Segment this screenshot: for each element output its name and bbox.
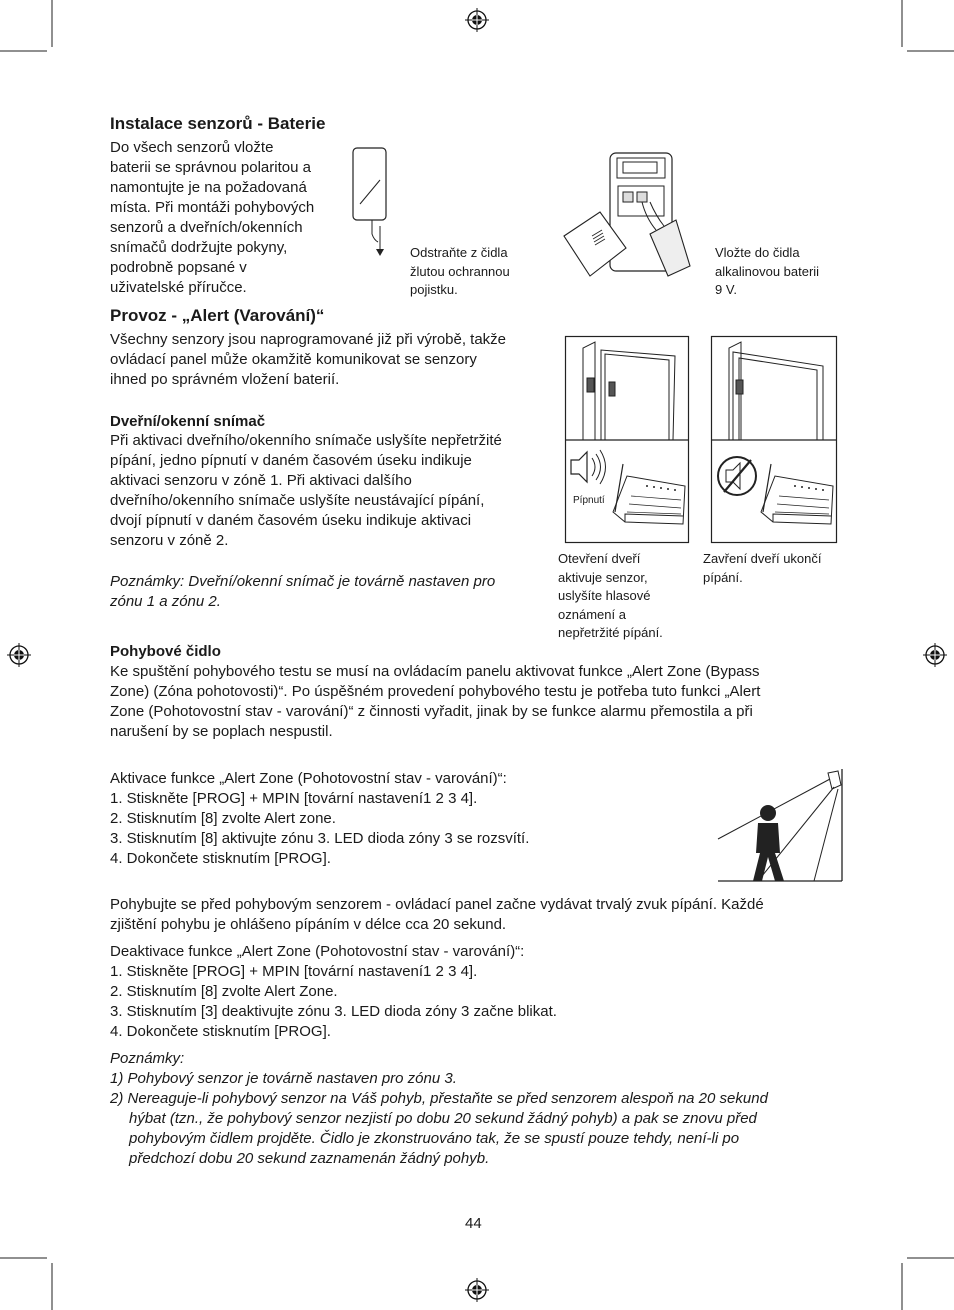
door-open-illustration [565,336,689,544]
caption-door-open: Otevření dveří aktivuje senzor, uslyšíte hlasové oznámení a nepřetržité pípání. [558,551,663,640]
door-sensor-text: Při aktivaci dveřního/okenního snímače uslyšíte nepřetržité pípání, jedno pípnutí v daném časovém úseku indikuje aktivaci senzoru v zóně 1. Při aktivaci dalšího dveřního/okenního snímače uslyšíte neustávající pípání, dvojí pípnutí v daném časovém úseku indikuje aktivaci senzoru v zóně 2. [110,432,502,549]
registration-mark-right-icon [923,643,947,667]
caption-insert-battery: Vložte do čidla alkalinovou baterii 9 V. [715,245,820,297]
caption-door-close: Zavření dveří ukončí pípání. [703,551,822,585]
door-sensor-note: Poznámky: Dveřní/okenní snímač je továrně nastaven pro zónu 1 a zónu 2. [110,573,496,610]
battery-insertion-illustration [560,150,700,280]
beep-label: Pípnutí [573,495,605,506]
alert-operation-text: Všechny senzory jsou naprogramované již při výrobě, takže ovládací panel může okamžitě komunikovat se senzory ihned po správném vložení baterií. [110,331,507,388]
heading-battery-installation: Instalace senzorů - Baterie [110,114,326,133]
motion-notes: Poznámky: 1) Pohybový senzor je továrně nastaven pro zónu 3. 2) Nereaguje-li pohybový senzor na Váš pohyb, přestaňte se před senzorem alespoň na 20 sekund hýbat (tzn., že pohybový senzor nezjistí po dobu 20 sekund žádný pohyb) a pak se znovu před pohybovým čidlem projděte. Čidlo je zkonstruováno tak, že se spustí pouze tehdy, není-li po předchozí dobu 20 sekund zaznamenán žádný pohyb. [110,1050,768,1167]
heading-motion-sensor: Pohybové čidlo [110,643,221,660]
motion-detection-illustration [718,767,844,883]
registration-mark-bottom-icon [465,1278,489,1302]
motion-sensor-intro: Ke spuštění pohybového testu se musí na ovládacím panelu aktivovat funkce „Alert Zone (Bypass Zone) (Zóna pohotovosti)“. Po úspěšném provedení pohybového testu je potřeba tuto funkci „Alert Zone (Pohotovostní stav - varování)“ z činnosti vyřadit, jinak by se funkce alarmu přemostila a při narušení by se poplach nespustil. [110,663,761,740]
page-number: 44 [465,1215,482,1232]
battery-installation-text: Do všech senzorů vložte baterii se správnou polaritou a namontujte je na požadovaná místa. Při montáži pohybových senzorů a dveřních/okenních snímačů dodržujte pokyny, podrobně popsané v uživatelské příručce. [110,139,315,296]
registration-mark-top-icon [465,8,489,32]
door-closed-illustration [711,336,837,544]
heading-alert-operation: Provoz - „Alert (Varování)“ [110,306,325,325]
activation-instructions: Aktivace funkce „Alert Zone (Pohotovostní stav - varování)“: 1. Stiskněte [PROG] + MPIN [tovární nastavení1 2 3 4]. 2. Stisknutím [8] zvolte Alert zone. 3. Stisknutím [8] aktivujte zónu 3. LED dioda zóny 3 se rozsvítí. 4. Dokončete stisknutím [PROG]. [110,770,530,867]
caption-remove-strip: Odstraňte z čidla žlutou ochrannou pojistku. [410,245,510,297]
deactivation-instructions: Deaktivace funkce „Alert Zone (Pohotovostní stav - varování)“: 1. Stiskněte [PROG] + MPIN [tovární nastavení1 2 3 4]. 2. Stisknutím [8] zvolte Alert Zone. 3. Stisknutím [3] deaktivujte zónu 3. LED dioda zóny 3 začne blikat. 4. Dokončete stisknutím [PROG]. [110,943,557,1040]
registration-mark-left-icon [7,643,31,667]
protective-strip-illustration [350,146,390,258]
motion-test-text: Pohybujte se před pohybovým senzorem - ovládací panel začne vydávat trvalý zvuk pípání. Každé zjištění pohybu je ohlášeno pípáním v délce cca 20 sekund. [110,896,764,933]
heading-door-sensor: Dveřní/okenní snímač [110,413,266,430]
